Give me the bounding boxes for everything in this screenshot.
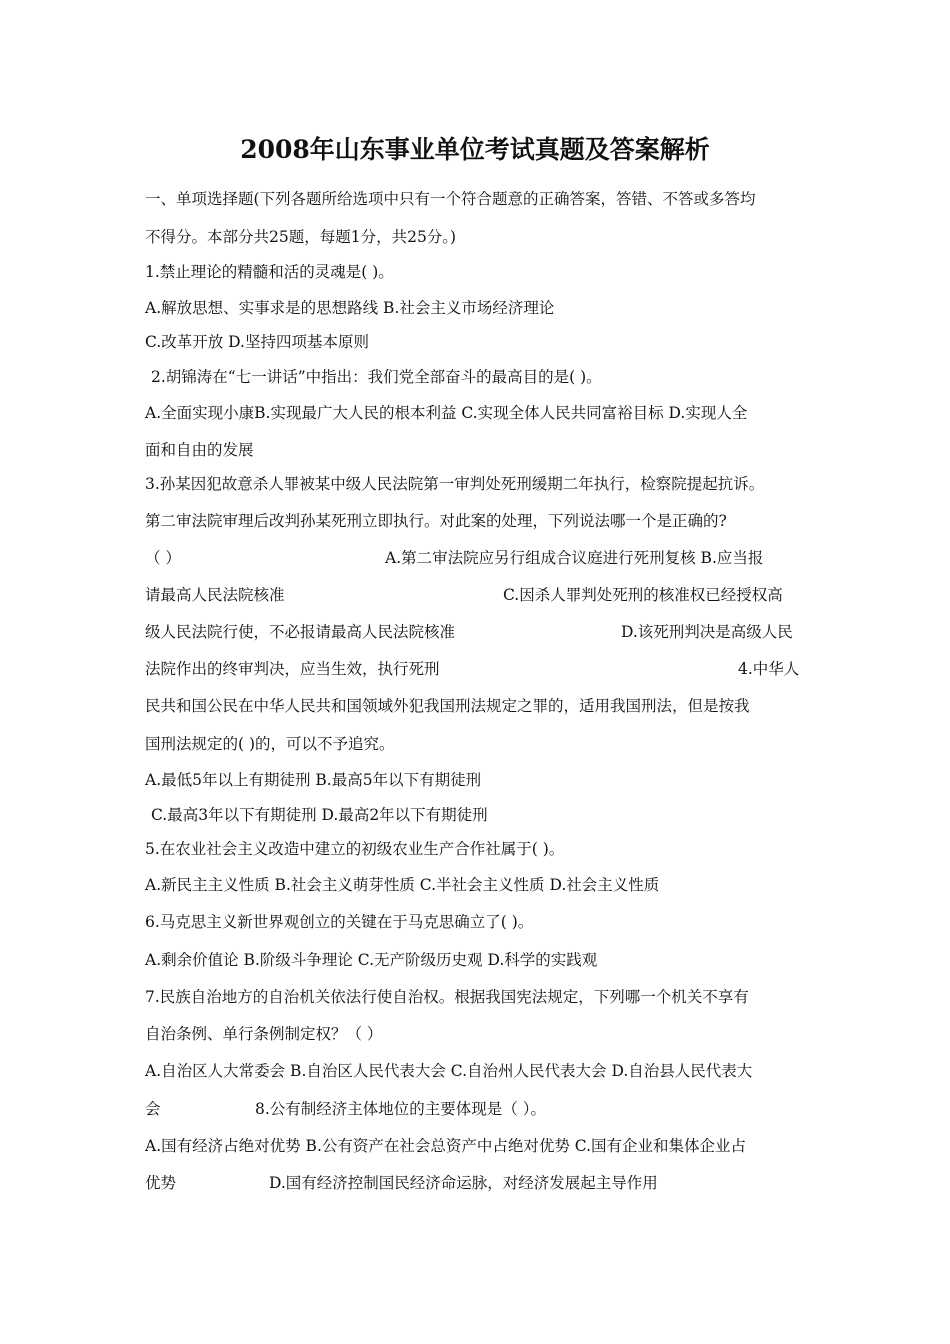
q3-stem-line-2: 第二审法院审理后改判孙某死刑立即执行。对此案的处理，下列说法哪一个是正确的? xyxy=(145,512,727,530)
q1-options-line-1: A.解放思想、实事求是的思想路线 B.社会主义市场经济理论 xyxy=(145,299,555,317)
q3-option-c-cont: 级人民法院行使，不必报请最高人民法院核准 xyxy=(145,623,456,641)
q3-stem-line-1: 3.孙某因犯故意杀人罪被某中级人民法院第一审判处死刑缓期二年执行，检察院提起抗诉。 xyxy=(145,475,765,493)
q8-option-c-cont: 优势 xyxy=(145,1174,177,1192)
section-heading-line-1: 一、单项选择题(下列各题所给选项中只有一个符合题意的正确答案，答错、不答或多答均 xyxy=(145,190,756,208)
q4-options-line-1: A.最低5年以上有期徒刑 B.最高5年以下有期徒刑 xyxy=(145,771,482,789)
q3-option-c: C.因杀人罪判处死刑的核准权已经授权高 xyxy=(503,586,783,604)
q3-option-d: D.该死刑判决是高级人民 xyxy=(621,623,793,641)
q2-options-line-2: 面和自由的发展 xyxy=(145,441,254,459)
q1-stem: 1.禁止理论的精髓和活的灵魂是( )。 xyxy=(145,263,394,281)
q5-stem: 5.在农业社会主义改造中建立的初级农业生产合作社属于( )。 xyxy=(145,840,565,858)
q3-option-d-cont: 法院作出的终审判决，应当生效，执行死刑 xyxy=(145,660,440,678)
q4-stem-line-3: 国刑法规定的( )的，可以不予追究。 xyxy=(145,735,395,753)
q3-option-b-cont: 请最高人民法院核准 xyxy=(145,586,285,604)
q7-stem-line-1: 7.民族自治地方的自治机关依法行使自治权。根据我国宪法规定，下列哪一个机关不享有 xyxy=(145,988,749,1006)
q4-stem-line-2: 民共和国公民在中华人民共和国领域外犯我国刑法规定之罪的，适用我国刑法，但是按我 xyxy=(145,697,750,715)
q7-options-line-2: 会 xyxy=(145,1100,161,1118)
q5-options: A.新民主主义性质 B.社会主义萌芽性质 C.半社会主义性质 D.社会主义性质 xyxy=(145,876,660,894)
q8-stem: 8.公有制经济主体地位的主要体现是（ ）。 xyxy=(255,1100,546,1118)
section-heading-line-2: 不得分。本部分共25题，每题1分，共25分。) xyxy=(145,228,457,246)
q8-option-d: D.国有经济控制国民经济命运脉，对经济发展起主导作用 xyxy=(269,1174,658,1192)
q4-stem-start: 4.中华人 xyxy=(738,660,800,678)
q7-options-line-1: A.自治区人大常委会 B.自治区人民代表大会 C.自治州人民代表大会 D.自治县人民代表大 xyxy=(145,1062,753,1080)
q3-answer-paren: （ ） xyxy=(145,549,181,567)
q6-stem: 6.马克思主义新世界观创立的关键在于马克思确立了( )。 xyxy=(145,913,534,931)
page-title: 2008年山东事业单位考试真题及答案解析 xyxy=(240,135,710,164)
q7-stem-line-2: 自治条例、单行条例制定权？（ ） xyxy=(145,1025,383,1043)
q1-options-line-2: C.改革开放 D.坚持四项基本原则 xyxy=(145,333,369,351)
q6-options: A.剩余价值论 B.阶级斗争理论 C.无产阶级历史观 D.科学的实践观 xyxy=(145,951,598,969)
q3-option-a: A.第二审法院应另行组成合议庭进行死刑复核 B.应当报 xyxy=(385,549,764,567)
q2-options-line-1: A.全面实现小康B.实现最广大人民的根本利益 C.实现全体人民共同富裕目标 D.实现人全 xyxy=(145,404,748,422)
q4-options-line-2: C.最高3年以下有期徒刑 D.最高2年以下有期徒刑 xyxy=(151,806,488,824)
q2-stem: 2.胡锦涛在“七一讲话”中指出：我们党全部奋斗的最高目的是( )。 xyxy=(151,368,602,386)
q8-options-line-1: A.国有经济占绝对优势 B.公有资产在社会总资产中占绝对优势 C.国有企业和集体企业占 xyxy=(145,1137,747,1155)
